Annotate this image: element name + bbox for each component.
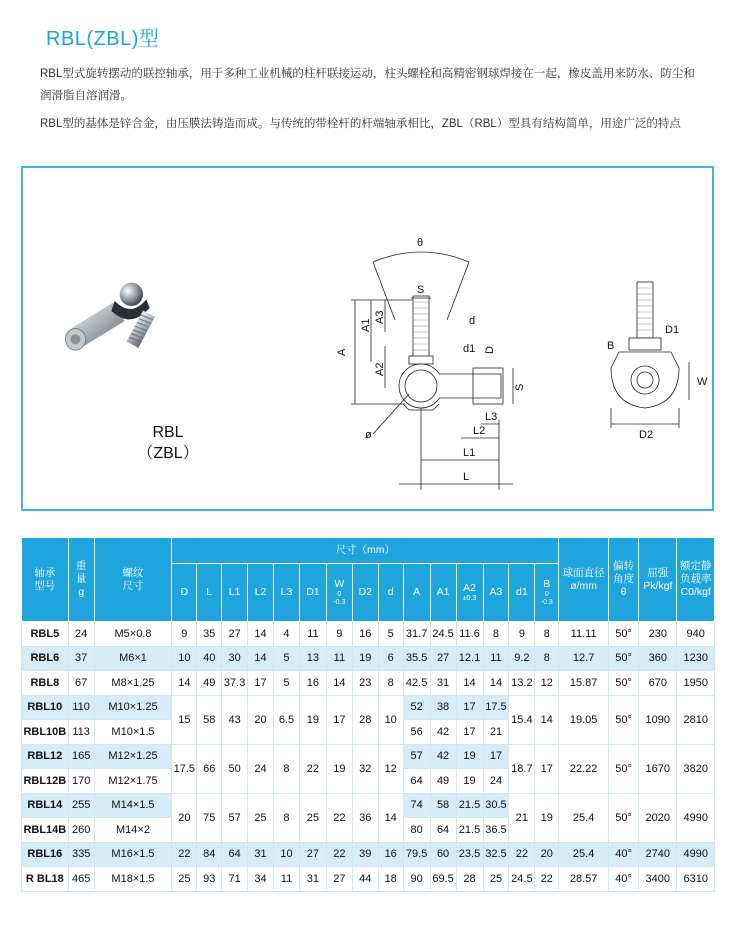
label-d-big: D — [484, 346, 496, 354]
cell-b: 19 — [535, 793, 559, 842]
cell-model: RBL8 — [22, 671, 69, 696]
cell-a: 42.5 — [403, 671, 430, 696]
label-a1: A1 — [360, 318, 372, 332]
spec-table — [21, 537, 715, 892]
cell-l1: 37.3 — [222, 671, 248, 696]
header-dim-col: A1 — [430, 564, 456, 622]
cell-model: RBL14 — [22, 793, 69, 818]
cell-yield: 670 — [639, 671, 677, 696]
label-d-small: d — [469, 315, 476, 327]
cell-d1: 19 — [299, 695, 326, 744]
header-dim-col: L1 — [222, 564, 248, 622]
cell-w: 22 — [326, 842, 352, 867]
cell-thread: M14×1.5 — [94, 793, 172, 818]
cell-d: 20 — [172, 793, 197, 842]
cell-d: 17.5 — [172, 744, 197, 793]
header-sphere: 球面直径 ø/mm — [559, 538, 609, 622]
cell-d: 10 — [172, 646, 197, 671]
table-row — [22, 842, 715, 867]
cell-a: 64 — [403, 769, 430, 794]
cell-a3: 24 — [483, 769, 509, 794]
cell-yield: 1090 — [639, 695, 677, 744]
cell-a3: 32.5 — [483, 842, 509, 867]
header-dim-col: B 0 -0.3 — [535, 564, 559, 622]
cell-angle: 40° — [609, 842, 639, 867]
cell-l2: 34 — [248, 867, 274, 892]
cell-b: 14 — [535, 695, 559, 744]
cell-a1: 64 — [430, 818, 456, 843]
header-dim-col: A3 — [483, 564, 509, 622]
cell-a2: 21.5 — [456, 793, 483, 818]
cell-yield: 3400 — [639, 867, 677, 892]
label-phi: ø — [365, 429, 372, 441]
cell-sphere: 22.22 — [559, 744, 609, 793]
cell-a3: 25 — [483, 867, 509, 892]
cell-w: 260 — [68, 818, 94, 843]
cell-l3: 10 — [274, 842, 300, 867]
cell-d1: 9 — [509, 622, 535, 647]
cell-a1: 24.5 — [430, 622, 456, 647]
cell-model: RBL16 — [22, 842, 69, 867]
cell-a: 52 — [403, 695, 430, 720]
cell-d2: 39 — [352, 842, 378, 867]
header-angle: 偏转 角度 θ — [609, 538, 639, 622]
cell-d1: 13 — [299, 646, 326, 671]
cell-a1: 60 — [430, 842, 456, 867]
cell-angle: 40° — [609, 867, 639, 892]
label-d1-right: D1 — [665, 324, 680, 336]
cell-l2: 14 — [248, 646, 274, 671]
cell-d: 16 — [378, 842, 403, 867]
cell-l: 49 — [197, 671, 222, 696]
table-row — [22, 695, 715, 720]
cell-load: 1950 — [677, 671, 715, 696]
label-l1: L1 — [463, 447, 476, 459]
cell-b: 22 — [535, 867, 559, 892]
cell-thread: M6×1 — [94, 646, 172, 671]
cell-l3: 11 — [274, 867, 300, 892]
cell-a2: 17 — [456, 695, 483, 720]
cell-l: 40 — [197, 646, 222, 671]
header-dim-col: A — [403, 564, 430, 622]
cell-w: 9 — [326, 622, 352, 647]
cell-l: 75 — [197, 793, 222, 842]
header-dim-col: d — [378, 564, 403, 622]
cell-load: 2810 — [677, 695, 715, 744]
cell-thread: M18×1.5 — [94, 867, 172, 892]
cell-w: 67 — [68, 671, 94, 696]
cell-thread: M12×1.75 — [94, 769, 172, 794]
cell-l: 84 — [197, 842, 222, 867]
cell-angle: 50° — [609, 622, 639, 647]
cell-model: RBL12B — [22, 769, 69, 794]
cell-d2: 23 — [352, 671, 378, 696]
label-l3: L3 — [485, 411, 498, 423]
cell-d1: 16 — [299, 671, 326, 696]
cell-a1: 31 — [430, 671, 456, 696]
cell-yield: 1670 — [639, 744, 677, 793]
cell-b: 12 — [535, 671, 559, 696]
cell-sphere: 12.7 — [559, 646, 609, 671]
cell-a1: 42 — [430, 744, 456, 769]
label-a: A — [336, 348, 348, 356]
cell-l2: 31 — [248, 842, 274, 867]
cell-d2: 32 — [352, 744, 378, 793]
cell-b: 8 — [535, 646, 559, 671]
cell-l: 66 — [197, 744, 222, 793]
table-row — [22, 622, 715, 647]
cell-d1: 15.4 — [509, 695, 535, 744]
cell-load: 4990 — [677, 842, 715, 867]
cell-d1: 31 — [299, 867, 326, 892]
cell-a2: 14 — [456, 671, 483, 696]
cell-l: 93 — [197, 867, 222, 892]
intro-paragraph-1: RBL型式旋转摆动的联控轴承，用于多种工业机械的柱杆联接运动，柱头螺栓和高精密钢球焊接在一起，橡皮盖用来防水、防尘和润滑脂自溶润滑。 — [40, 68, 695, 102]
cell-d: 14 — [172, 671, 197, 696]
cell-model: RBL6 — [22, 646, 69, 671]
cell-w: 27 — [326, 867, 352, 892]
cell-yield: 360 — [639, 646, 677, 671]
cell-l3: 6.5 — [274, 695, 300, 744]
cell-sphere: 25.4 — [559, 842, 609, 867]
cell-d: 10 — [378, 695, 403, 744]
cell-sphere: 28.57 — [559, 867, 609, 892]
cell-a2: 12.1 — [456, 646, 483, 671]
header-tolerance: -0.3 — [333, 599, 346, 606]
cell-d1: 21 — [509, 793, 535, 842]
cell-d1: 25 — [299, 793, 326, 842]
cell-load: 4990 — [677, 793, 715, 842]
label-b: B — [607, 340, 615, 352]
table-row — [22, 793, 715, 818]
cell-a2: 11.6 — [456, 622, 483, 647]
header-model: 轴承 型号 — [22, 538, 69, 622]
cell-d1: 27 — [299, 842, 326, 867]
intro-paragraph-2: RBL型的基体是锌合金，由压膜法铸造而成。与传统的带栓杆的杆端轴承相比，ZBL（RBL）型具有结构简单，用途广泛的特点 — [40, 118, 681, 130]
cell-a1: 42 — [430, 720, 456, 745]
cell-d2: 16 — [352, 622, 378, 647]
label-s2: S — [514, 383, 526, 391]
cell-a2: 21.5 — [456, 818, 483, 843]
cell-l2: 25 — [248, 793, 274, 842]
cell-l3: 8 — [274, 744, 300, 793]
cell-l2: 17 — [248, 671, 274, 696]
page-title: RBL(ZBL)型 — [46, 28, 160, 50]
cell-sphere: 25.4 — [559, 793, 609, 842]
label-d2: D2 — [639, 429, 654, 441]
cell-a2: 23.5 — [456, 842, 483, 867]
caption-line-1: RBL — [152, 424, 184, 441]
cell-thread: M12×1.25 — [94, 744, 172, 769]
cell-l1: 64 — [222, 842, 248, 867]
cell-thread: M14×2 — [94, 818, 172, 843]
cell-b: 17 — [535, 744, 559, 793]
cell-a3: 17.5 — [483, 695, 509, 720]
cell-a: 35.5 — [403, 646, 430, 671]
cell-a1: 49 — [430, 769, 456, 794]
header-thread: 螺纹 尺寸 — [94, 538, 172, 622]
header-dim-col: D1 — [299, 564, 326, 622]
header-dim-col: L — [197, 564, 222, 622]
cell-a: 74 — [403, 793, 430, 818]
cell-l1: 43 — [222, 695, 248, 744]
cell-d: 5 — [378, 622, 403, 647]
header-tolerance: 0 — [544, 591, 549, 598]
cell-model: RBL10 — [22, 695, 69, 720]
cell-thread: M5×0.8 — [94, 622, 172, 647]
cell-w: 19 — [326, 744, 352, 793]
label-l2: L2 — [473, 425, 486, 437]
cell-l2: 24 — [248, 744, 274, 793]
cell-d: 22 — [172, 842, 197, 867]
cell-w: 24 — [68, 622, 94, 647]
cell-a1: 69.5 — [430, 867, 456, 892]
cell-l1: 71 — [222, 867, 248, 892]
cell-a1: 38 — [430, 695, 456, 720]
cell-a: 90 — [403, 867, 430, 892]
label-a2: A2 — [374, 362, 386, 376]
cell-w: 255 — [68, 793, 94, 818]
cell-l: 35 — [197, 622, 222, 647]
cell-d: 18 — [378, 867, 403, 892]
cell-a: 31.7 — [403, 622, 430, 647]
header-dim-col: W 0 -0.3 — [326, 564, 352, 622]
cell-l1: 30 — [222, 646, 248, 671]
cell-load: 6310 — [677, 867, 715, 892]
header-dim-col: A2 ±0.3 — [456, 564, 483, 622]
cell-w: 37 — [68, 646, 94, 671]
cell-thread: M10×1.25 — [94, 695, 172, 720]
cell-sphere: 11.11 — [559, 622, 609, 647]
cell-angle: 50° — [609, 671, 639, 696]
cell-load: 1230 — [677, 646, 715, 671]
cell-l1: 57 — [222, 793, 248, 842]
cell-w: 165 — [68, 744, 94, 769]
cell-a: 79.5 — [403, 842, 430, 867]
cell-a3: 36.5 — [483, 818, 509, 843]
cell-w: 113 — [68, 720, 94, 745]
cell-d1: 9.2 — [509, 646, 535, 671]
cell-sphere: 19.05 — [559, 695, 609, 744]
cell-d: 15 — [172, 695, 197, 744]
cell-load: 940 — [677, 622, 715, 647]
cell-d1: 22 — [299, 744, 326, 793]
cell-a3: 11 — [483, 646, 509, 671]
cell-d: 25 — [172, 867, 197, 892]
cell-a: 57 — [403, 744, 430, 769]
cell-a: 80 — [403, 818, 430, 843]
table-row — [22, 671, 715, 696]
cell-a3: 21 — [483, 720, 509, 745]
caption-line-2: （ZBL） — [137, 445, 199, 462]
cell-d1: 18.7 — [509, 744, 535, 793]
header-tolerance: ±0.3 — [462, 595, 477, 602]
header-tolerance: 0 — [337, 591, 342, 598]
cell-w: 335 — [68, 842, 94, 867]
cell-thread: M16×1.5 — [94, 842, 172, 867]
label-a3: A3 — [374, 310, 386, 324]
cell-b: 8 — [535, 622, 559, 647]
header-tolerance: -0.3 — [540, 599, 553, 606]
label-w: W — [697, 376, 708, 388]
cell-d: 12 — [378, 744, 403, 793]
cell-d2: 44 — [352, 867, 378, 892]
cell-a3: 8 — [483, 622, 509, 647]
cell-angle: 50° — [609, 744, 639, 793]
cell-l3: 8 — [274, 793, 300, 842]
label-theta: θ — [417, 237, 424, 249]
bearing-photo — [63, 266, 163, 376]
cell-angle: 50° — [609, 646, 639, 671]
label-l: L — [463, 471, 470, 483]
table-row — [22, 646, 715, 671]
cell-d: 14 — [378, 793, 403, 842]
cell-w: 11 — [326, 646, 352, 671]
cell-w: 110 — [68, 695, 94, 720]
cell-d2: 28 — [352, 695, 378, 744]
header-dim-col: L2 — [248, 564, 274, 622]
cell-d1: 13.2 — [509, 671, 535, 696]
cell-w: 170 — [68, 769, 94, 794]
cell-l3: 4 — [274, 622, 300, 647]
cell-a3: 17 — [483, 744, 509, 769]
cell-angle: 50° — [609, 695, 639, 744]
cell-b: 20 — [535, 842, 559, 867]
cell-d: 6 — [378, 646, 403, 671]
cell-l3: 5 — [274, 646, 300, 671]
cell-a2: 19 — [456, 744, 483, 769]
cell-a3: 30.5 — [483, 793, 509, 818]
cell-sphere: 15.87 — [559, 671, 609, 696]
cell-w: 22 — [326, 793, 352, 842]
cell-l1: 27 — [222, 622, 248, 647]
table-row — [22, 744, 715, 769]
label-d1: d1 — [463, 343, 476, 355]
cell-thread: M10×1.5 — [94, 720, 172, 745]
cell-a1: 27 — [430, 646, 456, 671]
cell-yield: 230 — [639, 622, 677, 647]
cell-l2: 20 — [248, 695, 274, 744]
cell-a2: 17 — [456, 720, 483, 745]
cell-model: RBL10B — [22, 720, 69, 745]
header-weight: 重 量 g — [68, 538, 94, 622]
figure-caption — [128, 422, 208, 464]
cell-d1: 11 — [299, 622, 326, 647]
cell-yield: 2740 — [639, 842, 677, 867]
cell-d1: 22 — [509, 842, 535, 867]
label-s: S — [417, 284, 425, 296]
cell-a2: 28 — [456, 867, 483, 892]
cell-d2: 19 — [352, 646, 378, 671]
cell-l: 58 — [197, 695, 222, 744]
cell-a: 56 — [403, 720, 430, 745]
cell-model: RBL14B — [22, 818, 69, 843]
header-yield: 屈强 Pk/kgf — [639, 538, 677, 622]
cell-thread: M8×1.25 — [94, 671, 172, 696]
cell-model: R BL18 — [22, 867, 69, 892]
cell-a1: 58 — [430, 793, 456, 818]
header-dim-col: D — [172, 564, 197, 622]
cell-l1: 50 — [222, 744, 248, 793]
header-load: 额定静 负载率 C0/kgf — [677, 538, 715, 622]
cell-l2: 14 — [248, 622, 274, 647]
cell-a3: 14 — [483, 671, 509, 696]
cell-yield: 2020 — [639, 793, 677, 842]
cell-w: 14 — [326, 671, 352, 696]
figure-panel — [21, 166, 714, 511]
cell-load: 3820 — [677, 744, 715, 793]
cell-w: 17 — [326, 695, 352, 744]
header-dim-col: D2 — [352, 564, 378, 622]
cell-angle: 50° — [609, 793, 639, 842]
cell-d: 9 — [172, 622, 197, 647]
cell-a2: 19 — [456, 769, 483, 794]
cell-model: RBL5 — [22, 622, 69, 647]
cell-d: 8 — [378, 671, 403, 696]
cell-d1: 24.5 — [509, 867, 535, 892]
cell-l3: 5 — [274, 671, 300, 696]
header-dims: 尺寸（mm） — [172, 538, 559, 564]
table-row — [22, 867, 715, 892]
technical-drawing — [313, 228, 713, 498]
header-dim-col: L3 — [274, 564, 300, 622]
header-dim-col: d1 — [509, 564, 535, 622]
cell-model: RBL12 — [22, 744, 69, 769]
cell-d2: 36 — [352, 793, 378, 842]
cell-w: 465 — [68, 867, 94, 892]
